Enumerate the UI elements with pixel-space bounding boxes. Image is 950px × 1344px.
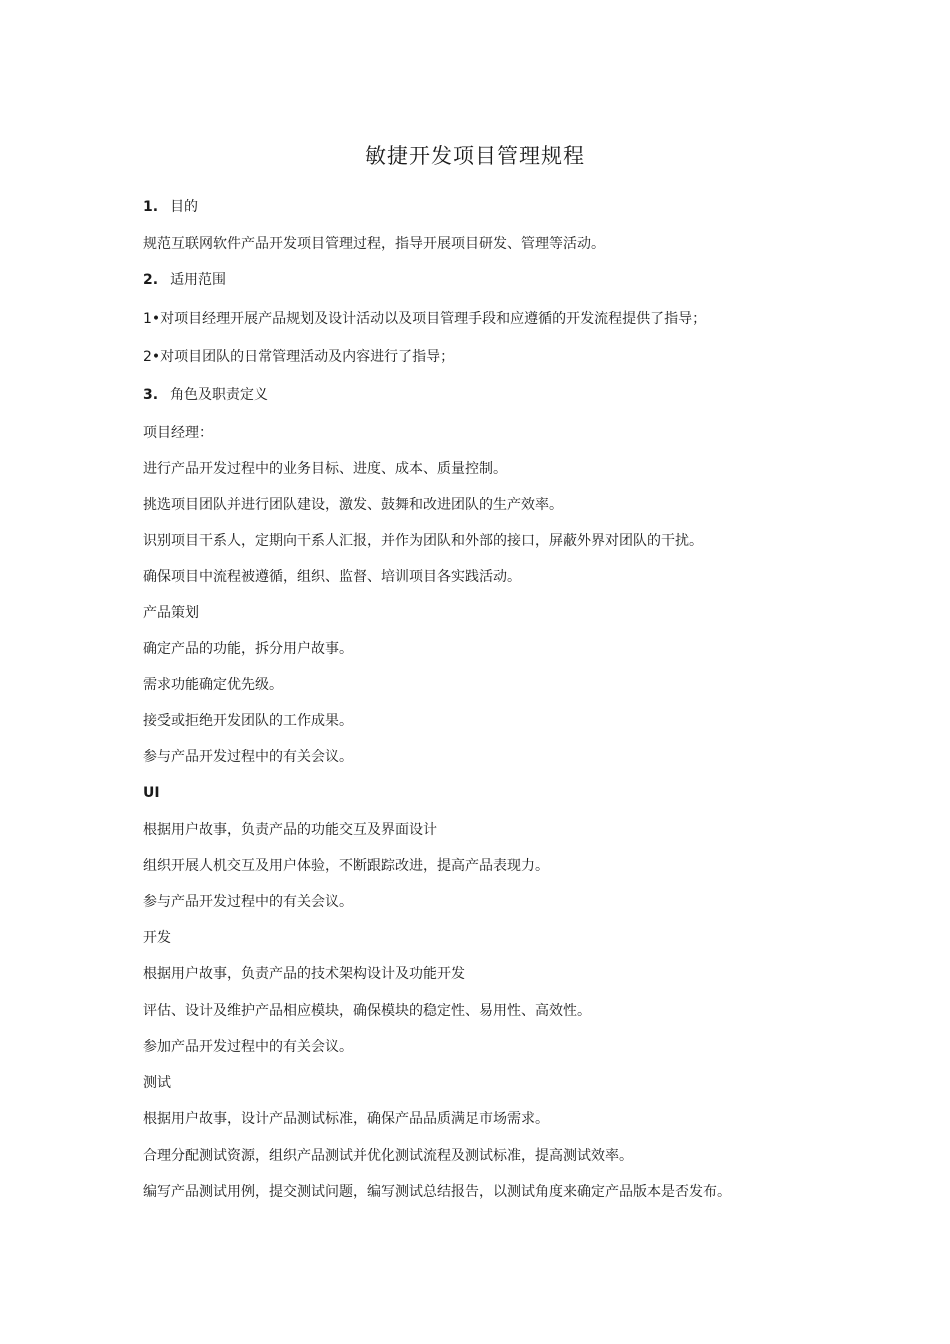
ui-duty: 组织开展人机交互及用户体验，不断跟踪改进，提高产品表现力。	[143, 858, 549, 874]
section-title: 角色及职责定义	[170, 387, 269, 403]
product-duty: 需求功能确定优先级。	[143, 677, 283, 693]
section-number: 1.	[143, 199, 159, 215]
section-heading-2	[143, 270, 226, 290]
scope-item-2	[143, 347, 454, 367]
scope-item-1	[143, 309, 706, 329]
scope-item-number: 2	[143, 349, 152, 365]
test-duty: 合理分配测试资源，组织产品测试并优化测试流程及测试标准，提高测试效率。	[143, 1148, 633, 1164]
purpose-paragraph: 规范互联网软件产品开发项目管理过程，指导开展项目研发、管理等活动。	[143, 236, 605, 252]
ui-duty: 根据用户故事，负责产品的功能交互及界面设计	[143, 822, 437, 838]
product-duty: 接受或拒绝开发团队的工作成果。	[143, 713, 353, 729]
product-duty: 参与产品开发过程中的有关会议。	[143, 749, 353, 765]
dev-duty: 根据用户故事，负责产品的技术架构设计及功能开发	[143, 966, 465, 982]
role-label-ui: UI	[143, 785, 160, 801]
role-label-dev: 开发	[143, 930, 171, 946]
ui-duty: 参与产品开发过程中的有关会议。	[143, 894, 353, 910]
dev-duty: 评估、设计及维护产品相应模块，确保模块的稳定性、易用性、高效性。	[143, 1003, 591, 1019]
section-heading-1	[143, 197, 198, 217]
pm-duty: 进行产品开发过程中的业务目标、进度、成本、质量控制。	[143, 461, 507, 477]
document-title: 敏捷开发项目管理规程	[365, 144, 585, 168]
pm-duty: 识别项目干系人，定期向干系人汇报，并作为团队和外部的接口，屏蔽外界对团队的干扰。	[143, 533, 703, 549]
section-number: 2.	[143, 272, 159, 288]
role-label-pm: 项目经理：	[143, 425, 213, 441]
role-label-test: 测试	[143, 1075, 171, 1091]
section-number: 3.	[143, 387, 159, 403]
test-duty: 编写产品测试用例，提交测试问题，编写测试总结报告，以测试角度来确定产品版本是否发布。	[143, 1184, 731, 1200]
role-label-product: 产品策划	[143, 605, 199, 621]
section-heading-3	[143, 385, 268, 405]
test-duty: 根据用户故事，设计产品测试标准，确保产品品质满足市场需求。	[143, 1111, 549, 1127]
product-duty: 确定产品的功能，拆分用户故事。	[143, 641, 353, 657]
pm-duty: 挑选项目团队并进行团队建设，激发、鼓舞和改进团队的生产效率。	[143, 497, 563, 513]
section-title: 适用范围	[170, 272, 227, 288]
dev-duty: 参加产品开发过程中的有关会议。	[143, 1039, 353, 1055]
pm-duty: 确保项目中流程被遵循，组织、监督、培训项目各实践活动。	[143, 569, 521, 585]
section-title: 目的	[170, 199, 199, 215]
scope-item-text: •对项目经理开展产品规划及设计活动以及项目管理手段和应遵循的开发流程提供了指导；	[151, 311, 707, 327]
scope-item-text: •对项目团队的日常管理活动及内容进行了指导；	[151, 349, 455, 365]
scope-item-number: 1	[143, 311, 152, 327]
